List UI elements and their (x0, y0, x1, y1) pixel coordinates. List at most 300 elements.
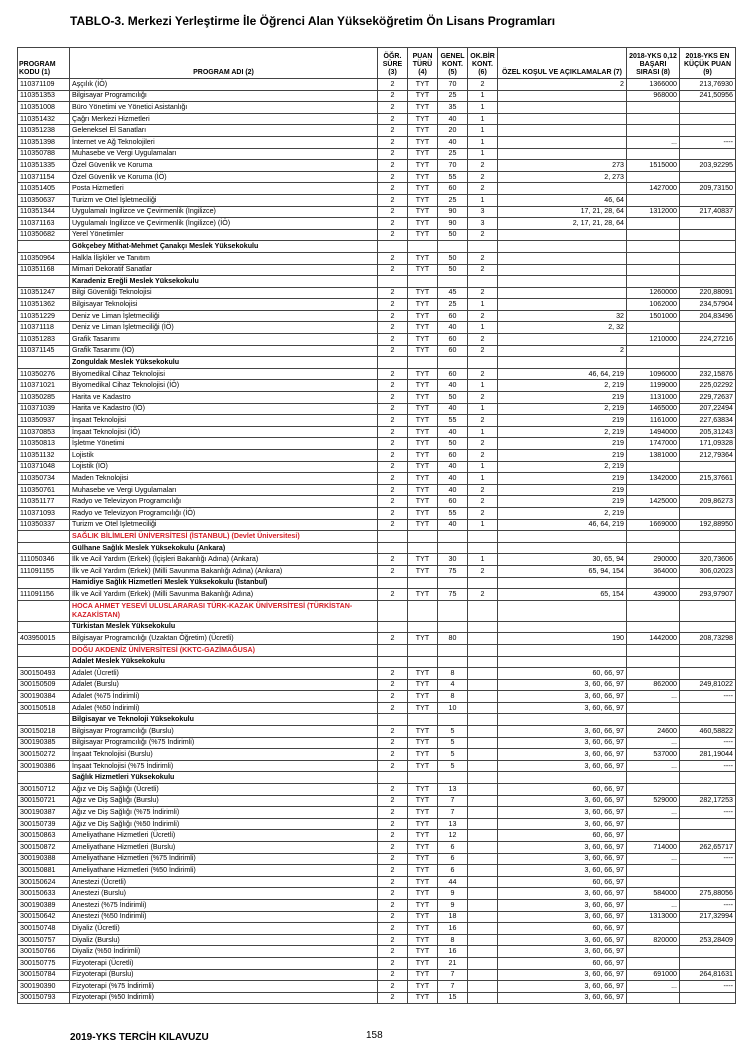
min-score-cell: 282,17253 (680, 795, 736, 807)
program-name-cell: Harita ve Kadastro (70, 392, 378, 404)
min-score-cell: 205,31243 (680, 426, 736, 438)
conditions-cell: 2 (498, 79, 627, 91)
duration-cell: 2 (378, 946, 408, 958)
ob-quota-cell: 1 (468, 102, 498, 114)
quota-cell: 90 (438, 206, 468, 218)
score-type-cell: TYT (408, 992, 438, 1004)
duration-cell: 2 (378, 934, 408, 946)
empty-cell (498, 714, 627, 726)
program-code-cell: 110351229 (18, 310, 70, 322)
score-type-cell: TYT (408, 252, 438, 264)
empty-cell (627, 357, 680, 369)
duration-cell: 2 (378, 876, 408, 888)
score-type-cell: TYT (408, 818, 438, 830)
rank-cell (627, 507, 680, 519)
ob-quota-cell: 2 (468, 229, 498, 241)
conditions-cell: 3, 60, 66, 97 (498, 853, 627, 865)
duration-cell: 2 (378, 218, 408, 230)
score-type-cell: TYT (408, 911, 438, 923)
page-number: 158 (366, 1030, 383, 1041)
empty-cell (468, 276, 498, 288)
conditions-cell: 3, 60, 66, 97 (498, 795, 627, 807)
empty-cell (498, 656, 627, 668)
ob-quota-cell: 2 (468, 79, 498, 91)
empty-cell (498, 241, 627, 253)
empty-cell (468, 600, 498, 621)
duration-cell: 2 (378, 853, 408, 865)
conditions-cell: 3, 60, 66, 97 (498, 818, 627, 830)
rank-cell: ... (627, 691, 680, 703)
ob-quota-cell (468, 633, 498, 645)
duration-cell: 2 (378, 403, 408, 415)
program-name-cell: Ameliyathane Hizmetleri (Ücretli) (70, 830, 378, 842)
quota-cell: 60 (438, 368, 468, 380)
min-score-cell (680, 946, 736, 958)
rank-cell (627, 702, 680, 714)
duration-cell: 2 (378, 473, 408, 485)
duration-cell: 2 (378, 183, 408, 195)
program-code-cell: 300190384 (18, 691, 70, 703)
quota-cell: 7 (438, 795, 468, 807)
conditions-cell: 3, 60, 66, 97 (498, 760, 627, 772)
min-score-cell (680, 865, 736, 877)
conditions-cell: 65, 154 (498, 589, 627, 601)
duration-cell: 2 (378, 450, 408, 462)
ob-quota-cell: 1 (468, 90, 498, 102)
empty-cell (468, 531, 498, 543)
quota-cell: 40 (438, 380, 468, 392)
program-code-cell: 110351168 (18, 264, 70, 276)
table-row (18, 426, 736, 438)
rank-cell (627, 484, 680, 496)
program-code-cell: 300150624 (18, 876, 70, 888)
program-code-cell: 300150748 (18, 923, 70, 935)
score-type-cell: TYT (408, 784, 438, 796)
header-rank: 2018-YKS 0,12 BAŞARI SIRASI (8) (627, 48, 680, 79)
program-code-cell: 300150775 (18, 957, 70, 969)
quota-cell: 18 (438, 911, 468, 923)
faculty-row (18, 542, 736, 554)
score-type-cell: TYT (408, 171, 438, 183)
rank-cell: 691000 (627, 969, 680, 981)
conditions-cell: 3, 60, 66, 97 (498, 749, 627, 761)
conditions-cell: 219 (498, 484, 627, 496)
table-row (18, 969, 736, 981)
program-name-cell: Fizyoterapi (%50 İndirimli) (70, 992, 378, 1004)
min-score-cell: 204,83496 (680, 310, 736, 322)
quota-cell: 75 (438, 589, 468, 601)
rank-cell (627, 923, 680, 935)
table-row (18, 507, 736, 519)
rank-cell: 1669000 (627, 519, 680, 531)
quota-cell: 6 (438, 853, 468, 865)
duration-cell: 2 (378, 554, 408, 566)
program-name-cell: İlk ve Acil Yardım (Erkek) (Milli Savunma Bakanlığı Adına) (Ankara) (70, 565, 378, 577)
score-type-cell: TYT (408, 934, 438, 946)
min-score-cell (680, 784, 736, 796)
duration-cell: 2 (378, 923, 408, 935)
quota-cell: 7 (438, 807, 468, 819)
conditions-cell (498, 102, 627, 114)
conditions-cell: 219 (498, 473, 627, 485)
table-row (18, 818, 736, 830)
duration-cell: 2 (378, 287, 408, 299)
rank-cell: 537000 (627, 749, 680, 761)
empty-cell (680, 542, 736, 554)
empty-cell (680, 644, 736, 656)
empty-cell (378, 241, 408, 253)
rank-cell (627, 113, 680, 125)
program-code-cell: 300150642 (18, 911, 70, 923)
rank-cell (627, 865, 680, 877)
min-score-cell: ---- (680, 691, 736, 703)
score-type-cell: TYT (408, 229, 438, 241)
quota-cell: 4 (438, 679, 468, 691)
faculty-name: Gülhane Sağlık Meslek Yüksekokulu (Ankara) (70, 542, 378, 554)
conditions-cell: 17, 21, 28, 64 (498, 206, 627, 218)
duration-cell: 2 (378, 229, 408, 241)
ob-quota-cell: 2 (468, 334, 498, 346)
score-type-cell: TYT (408, 519, 438, 531)
empty-cell (498, 276, 627, 288)
faculty-name: Sağlık Hizmetleri Yüksekokulu (70, 772, 378, 784)
empty-cell (438, 772, 468, 784)
empty-cell (468, 772, 498, 784)
min-score-cell (680, 102, 736, 114)
program-code-cell: 110350276 (18, 368, 70, 380)
empty-cell (627, 577, 680, 589)
min-score-cell: 281,19044 (680, 749, 736, 761)
quota-cell: 7 (438, 981, 468, 993)
table-row (18, 90, 736, 102)
quota-cell: 40 (438, 403, 468, 415)
conditions-cell: 60, 66, 97 (498, 957, 627, 969)
program-code-cell: 300150793 (18, 992, 70, 1004)
conditions-cell (498, 183, 627, 195)
faculty-name: Karadeniz Ereğli Meslek Yüksekokulu (70, 276, 378, 288)
conditions-cell (498, 229, 627, 241)
university-row (18, 531, 736, 543)
rank-cell (627, 102, 680, 114)
university-name: SAĞLIK BİLİMLERİ ÜNİVERSİTESİ (İSTANBUL) (Devlet Üniversitesi) (70, 531, 378, 543)
min-score-cell: 241,50956 (680, 90, 736, 102)
program-name-cell: Bilgisayar Teknolojisi (70, 299, 378, 311)
empty-cell (680, 714, 736, 726)
table-row (18, 310, 736, 322)
ob-quota-cell: 1 (468, 461, 498, 473)
rank-cell: 290000 (627, 554, 680, 566)
duration-cell: 2 (378, 484, 408, 496)
program-name-cell: Radyo ve Televizyon Programcılığı (İÖ) (70, 507, 378, 519)
score-type-cell: TYT (408, 726, 438, 738)
score-type-cell: TYT (408, 426, 438, 438)
header-program-code: PROGRAM KODU (1) (18, 48, 70, 79)
empty-cell (438, 542, 468, 554)
table-row (18, 334, 736, 346)
program-name-cell: Turizm ve Otel İşletmeciliği (70, 519, 378, 531)
rank-cell: 1312000 (627, 206, 680, 218)
faculty-row (18, 357, 736, 369)
score-type-cell: TYT (408, 310, 438, 322)
empty-cell (680, 772, 736, 784)
empty-cell (680, 577, 736, 589)
program-code-cell: 403950015 (18, 633, 70, 645)
footer-guide-title: 2019-YKS TERCİH KILAVUZU (70, 1032, 209, 1043)
min-score-cell (680, 229, 736, 241)
min-score-cell: 293,97907 (680, 589, 736, 601)
duration-cell: 2 (378, 784, 408, 796)
quota-cell: 80 (438, 633, 468, 645)
table-row (18, 345, 736, 357)
rank-cell: 1342000 (627, 473, 680, 485)
ob-quota-cell (468, 668, 498, 680)
ob-quota-cell (468, 807, 498, 819)
rank-cell: 1442000 (627, 633, 680, 645)
table-row (18, 519, 736, 531)
rank-cell: 1313000 (627, 911, 680, 923)
quota-cell: 16 (438, 923, 468, 935)
program-name-cell: Deniz ve Liman İşletmeciliği (70, 310, 378, 322)
min-score-cell (680, 923, 736, 935)
table-row (18, 981, 736, 993)
min-score-cell: 306,02023 (680, 565, 736, 577)
ob-quota-cell: 2 (468, 171, 498, 183)
score-type-cell: TYT (408, 438, 438, 450)
empty-cell (498, 644, 627, 656)
header-min-score: 2018-YKS EN KÜÇÜK PUAN (9) (680, 48, 736, 79)
ob-quota-cell (468, 842, 498, 854)
ob-quota-cell (468, 818, 498, 830)
rank-cell: 1515000 (627, 160, 680, 172)
empty-cell (438, 621, 468, 633)
program-name-cell: Muhasebe ve Vergi Uygulamaları (70, 148, 378, 160)
duration-cell: 2 (378, 507, 408, 519)
min-score-cell (680, 992, 736, 1004)
conditions-cell: 190 (498, 633, 627, 645)
conditions-cell: 3, 60, 66, 97 (498, 934, 627, 946)
conditions-cell (498, 148, 627, 160)
table-row (18, 148, 736, 160)
duration-cell: 2 (378, 691, 408, 703)
duration-cell: 2 (378, 322, 408, 334)
quota-cell: 60 (438, 183, 468, 195)
program-code-cell: 300190387 (18, 807, 70, 819)
quota-cell: 9 (438, 899, 468, 911)
quota-cell: 40 (438, 484, 468, 496)
table-row (18, 876, 736, 888)
conditions-cell (498, 113, 627, 125)
faculty-name: Adalet Meslek Yüksekokulu (70, 656, 378, 668)
min-score-cell: 215,37661 (680, 473, 736, 485)
min-score-cell (680, 876, 736, 888)
score-type-cell: TYT (408, 888, 438, 900)
table-row (18, 113, 736, 125)
conditions-cell: 3, 60, 66, 97 (498, 726, 627, 738)
min-score-cell: ---- (680, 899, 736, 911)
program-code-cell: 300150633 (18, 888, 70, 900)
duration-cell: 2 (378, 957, 408, 969)
rank-cell: 24600 (627, 726, 680, 738)
program-name-cell: Anestezi (%50 İndirimli) (70, 911, 378, 923)
duration-cell: 2 (378, 334, 408, 346)
program-code-cell: 110371021 (18, 380, 70, 392)
conditions-cell: 2, 219 (498, 461, 627, 473)
min-score-cell: 224,27216 (680, 334, 736, 346)
duration-cell: 2 (378, 888, 408, 900)
min-score-cell: 460,58822 (680, 726, 736, 738)
table-row (18, 737, 736, 749)
score-type-cell: TYT (408, 554, 438, 566)
empty-cell (378, 621, 408, 633)
empty-cell (627, 531, 680, 543)
duration-cell: 2 (378, 911, 408, 923)
conditions-cell (498, 125, 627, 137)
programs-table (17, 47, 736, 1004)
quota-cell: 40 (438, 519, 468, 531)
ob-quota-cell: 1 (468, 113, 498, 125)
program-name-cell: Ağız ve Diş Sağlığı (Burslu) (70, 795, 378, 807)
empty-cell (468, 714, 498, 726)
empty-cell (408, 357, 438, 369)
min-score-cell (680, 507, 736, 519)
empty-cell (468, 542, 498, 554)
quota-cell: 50 (438, 438, 468, 450)
table-row (18, 992, 736, 1004)
university-name: HOCA AHMET YESEVİ ULUSLARARASI TÜRK-KAZAK ÜNİVERSİTESİ (TÜRKİSTAN-KAZAKİSTAN) (70, 600, 378, 621)
duration-cell: 2 (378, 299, 408, 311)
table-row (18, 496, 736, 508)
table-row (18, 287, 736, 299)
min-score-cell (680, 194, 736, 206)
program-code-cell: 110351405 (18, 183, 70, 195)
faculty-row (18, 577, 736, 589)
quota-cell: 44 (438, 876, 468, 888)
min-score-cell: 234,57904 (680, 299, 736, 311)
empty-cell (378, 531, 408, 543)
table-row (18, 380, 736, 392)
program-code-cell: 110371109 (18, 79, 70, 91)
rank-cell: 1096000 (627, 368, 680, 380)
table-row (18, 899, 736, 911)
score-type-cell: TYT (408, 415, 438, 427)
min-score-cell: 262,65717 (680, 842, 736, 854)
score-type-cell: TYT (408, 876, 438, 888)
ob-quota-cell (468, 957, 498, 969)
rank-cell: 820000 (627, 934, 680, 946)
quota-cell: 5 (438, 760, 468, 772)
empty-cell (680, 621, 736, 633)
ob-quota-cell: 2 (468, 589, 498, 601)
duration-cell: 2 (378, 136, 408, 148)
empty-cell (438, 357, 468, 369)
duration-cell: 2 (378, 830, 408, 842)
min-score-cell: 212,79364 (680, 450, 736, 462)
page-title: TABLO-3. Merkezi Yerleştirme İle Öğrenci Alan Yükseköğretim Ön Lisans Programları (70, 14, 556, 28)
table-row (18, 206, 736, 218)
min-score-cell: 171,09328 (680, 438, 736, 450)
program-code-cell: 300150509 (18, 679, 70, 691)
ob-quota-cell: 1 (468, 136, 498, 148)
table-row (18, 957, 736, 969)
min-score-cell: 192,88950 (680, 519, 736, 531)
conditions-cell: 3, 60, 66, 97 (498, 679, 627, 691)
quota-cell: 12 (438, 830, 468, 842)
program-code-cell: 300150863 (18, 830, 70, 842)
empty-cell (627, 542, 680, 554)
ob-quota-cell (468, 992, 498, 1004)
score-type-cell: TYT (408, 102, 438, 114)
program-name-cell: Mimari Dekoratif Sanatlar (70, 264, 378, 276)
empty-cell (438, 531, 468, 543)
conditions-cell: 46, 64 (498, 194, 627, 206)
score-type-cell: TYT (408, 287, 438, 299)
table-row (18, 702, 736, 714)
duration-cell: 2 (378, 565, 408, 577)
conditions-cell: 3, 60, 66, 97 (498, 888, 627, 900)
quota-cell: 13 (438, 818, 468, 830)
rank-cell: ... (627, 760, 680, 772)
score-type-cell: TYT (408, 899, 438, 911)
program-name-cell: Çağrı Merkezi Hizmetleri (70, 113, 378, 125)
conditions-cell: 3, 60, 66, 97 (498, 865, 627, 877)
program-code-cell: 110370853 (18, 426, 70, 438)
score-type-cell: TYT (408, 807, 438, 819)
faculty-row (18, 656, 736, 668)
program-code-cell: 110351344 (18, 206, 70, 218)
ob-quota-cell (468, 923, 498, 935)
table-body (18, 79, 736, 1004)
min-score-cell: 217,32994 (680, 911, 736, 923)
min-score-cell (680, 702, 736, 714)
header-quota: GENEL KONT. (5) (438, 48, 468, 79)
rank-cell: 1465000 (627, 403, 680, 415)
program-code-cell: 300150881 (18, 865, 70, 877)
conditions-cell: 2, 273 (498, 171, 627, 183)
empty-cell (680, 531, 736, 543)
table-row (18, 842, 736, 854)
quota-cell: 55 (438, 415, 468, 427)
score-type-cell: TYT (408, 589, 438, 601)
program-code-cell: 110350637 (18, 194, 70, 206)
program-name-cell: Turizm ve Otel İşletmeciliği (70, 194, 378, 206)
table-row (18, 668, 736, 680)
min-score-cell: 264,81631 (680, 969, 736, 981)
program-code-cell: 111091155 (18, 565, 70, 577)
program-name-cell: Bilgisayar Programcılığı (Burslu) (70, 726, 378, 738)
program-code-cell: 110350937 (18, 415, 70, 427)
quota-cell: 21 (438, 957, 468, 969)
ob-quota-cell: 1 (468, 299, 498, 311)
score-type-cell: TYT (408, 136, 438, 148)
program-name-cell: Anestezi (Ücretli) (70, 876, 378, 888)
duration-cell: 2 (378, 969, 408, 981)
program-name-cell: Ağız ve Diş Sağlığı (%50 İndirimli) (70, 818, 378, 830)
score-type-cell: TYT (408, 760, 438, 772)
quota-cell: 6 (438, 842, 468, 854)
program-name-cell: İnternet ve Ağ Teknolojileri (70, 136, 378, 148)
empty-cell (408, 577, 438, 589)
ob-quota-cell (468, 934, 498, 946)
empty-cell (408, 542, 438, 554)
conditions-cell (498, 287, 627, 299)
rank-cell: 1131000 (627, 392, 680, 404)
conditions-cell: 273 (498, 160, 627, 172)
conditions-cell: 3, 60, 66, 97 (498, 899, 627, 911)
ob-quota-cell: 1 (468, 125, 498, 137)
quota-cell: 5 (438, 749, 468, 761)
duration-cell: 2 (378, 992, 408, 1004)
score-type-cell: TYT (408, 679, 438, 691)
